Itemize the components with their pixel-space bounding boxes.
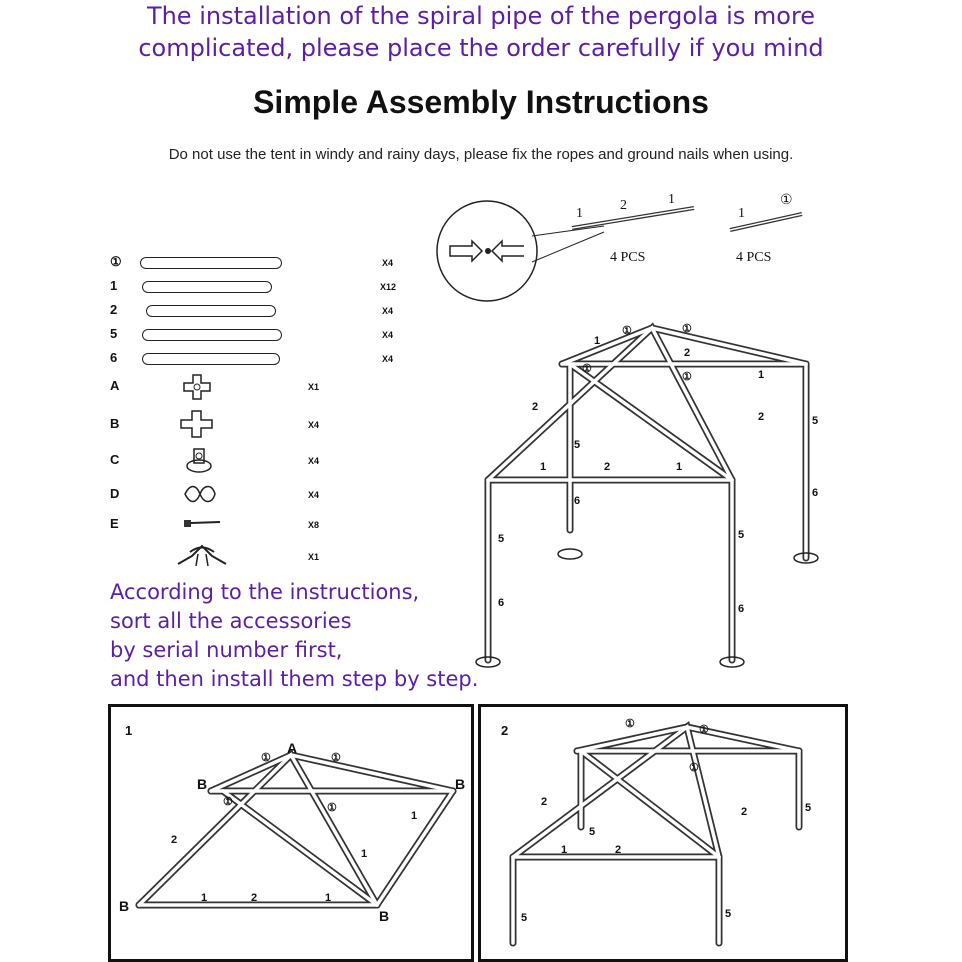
svg-text:①: ①: [261, 752, 271, 764]
part-row: [100, 252, 430, 274]
note-line-1: According to the instructions,: [110, 580, 420, 604]
part-id: C: [110, 452, 120, 467]
assembly-b-pcs: 4 PCS: [736, 250, 772, 265]
svg-text:5: 5: [589, 826, 596, 838]
assembly-a-label-mid: 2: [620, 198, 627, 213]
svg-text:1: 1: [540, 461, 547, 473]
part-qty: X1: [308, 552, 320, 562]
step-panel-1: [108, 704, 474, 962]
svg-text:2: 2: [741, 806, 748, 818]
svg-text:6: 6: [738, 603, 745, 615]
step-1-diagram: [111, 707, 471, 959]
svg-text:A: A: [287, 740, 298, 756]
note-line-2: sort all the accessories: [110, 609, 352, 633]
svg-text:2: 2: [684, 347, 691, 359]
svg-text:2: 2: [541, 796, 548, 808]
part-row: [100, 376, 430, 398]
part-qty: X4: [382, 306, 394, 316]
foot-base-icon: [184, 446, 214, 474]
svg-text:①: ①: [223, 796, 233, 808]
assembly-b-label-left: 1: [738, 206, 745, 221]
svg-text:2: 2: [615, 844, 622, 856]
svg-text:①: ①: [327, 802, 337, 814]
part-id: D: [110, 486, 120, 501]
svg-text:①: ①: [625, 718, 635, 730]
part-qty: X4: [308, 490, 320, 500]
part-id: E: [110, 516, 119, 531]
pipe-part: [142, 353, 280, 365]
svg-text:5: 5: [725, 908, 732, 920]
rope-hook-icon: [182, 484, 218, 504]
assembly-b-label-right: ①: [780, 193, 793, 208]
part-id: ①: [110, 254, 122, 269]
svg-text:2: 2: [604, 461, 611, 473]
svg-text:①: ①: [331, 752, 341, 764]
page-title: Simple Assembly Instructions: [253, 84, 709, 120]
svg-text:6: 6: [498, 597, 505, 609]
part-row: [100, 414, 430, 436]
step-number: 1: [125, 723, 133, 738]
note-line-3: by serial number first,: [110, 638, 343, 662]
part-id: 6: [110, 350, 118, 365]
notice-line-1: The installation of the spiral pipe of the pergola is more: [146, 2, 816, 30]
part-qty: X8: [308, 520, 320, 530]
assembly-a-label-right: 1: [668, 192, 675, 207]
svg-text:6: 6: [574, 495, 581, 507]
svg-text:B: B: [119, 898, 130, 914]
svg-text:①: ①: [689, 762, 699, 774]
instruction-note: [110, 578, 478, 694]
part-qty: X4: [308, 420, 320, 430]
part-id: A: [110, 378, 120, 393]
svg-text:1: 1: [676, 461, 683, 473]
ground-nail-icon: [182, 516, 222, 532]
part-qty: X4: [382, 354, 394, 364]
note-line-4: and then install them step by step.: [110, 667, 479, 691]
svg-text:①: ①: [622, 325, 632, 337]
part-row: [100, 450, 430, 472]
svg-text:5: 5: [805, 802, 812, 814]
part-row: [100, 348, 430, 370]
connector-b-icon: [180, 410, 214, 438]
svg-text:2: 2: [758, 411, 765, 423]
assembly-a-diagram: [566, 196, 696, 236]
gazebo-diagram: [462, 300, 822, 680]
svg-text:B: B: [455, 776, 466, 792]
part-qty: X4: [382, 258, 394, 268]
part-qty: X1: [308, 382, 320, 392]
svg-text:B: B: [197, 776, 208, 792]
svg-text:5: 5: [574, 439, 581, 451]
svg-text:①: ①: [582, 363, 592, 375]
svg-text:1: 1: [594, 335, 601, 347]
part-id: 5: [110, 326, 118, 341]
svg-text:1: 1: [201, 892, 208, 904]
step-panel-2: [478, 704, 848, 962]
pipe-part: [142, 281, 272, 293]
part-qty: X4: [382, 330, 394, 340]
part-row: [100, 300, 430, 322]
svg-text:5: 5: [738, 529, 745, 541]
connector-a-icon: [182, 374, 212, 400]
part-id: B: [110, 416, 120, 431]
svg-text:1: 1: [758, 369, 765, 381]
part-qty: X12: [380, 282, 397, 292]
step-2-diagram: [481, 707, 845, 959]
svg-text:1: 1: [361, 848, 368, 860]
part-row: [100, 324, 430, 346]
svg-text:①: ①: [682, 323, 692, 335]
svg-text:5: 5: [521, 912, 528, 924]
step-number: 2: [501, 723, 509, 738]
svg-text:5: 5: [498, 533, 505, 545]
pipe-part: [146, 305, 276, 317]
assembly-a-label-left: 1: [576, 206, 583, 221]
notice: [0, 0, 962, 64]
svg-text:2: 2: [171, 834, 178, 846]
svg-text:B: B: [379, 908, 390, 924]
svg-text:①: ①: [682, 371, 692, 383]
part-row: [100, 546, 430, 568]
part-row: [100, 514, 430, 536]
part-row: [100, 276, 430, 298]
svg-text:2: 2: [251, 892, 258, 904]
part-qty: X4: [308, 456, 320, 466]
pipe-part: [142, 329, 282, 341]
pipe-part: [140, 257, 282, 269]
svg-text:1: 1: [325, 892, 332, 904]
part-row: [100, 484, 430, 506]
svg-text:1: 1: [411, 810, 418, 822]
parts-list: [100, 248, 430, 578]
svg-text:2: 2: [532, 401, 539, 413]
svg-text:5: 5: [812, 415, 819, 427]
part-id: 2: [110, 302, 118, 317]
part-id: 1: [110, 278, 118, 293]
svg-text:①: ①: [699, 724, 709, 736]
rope-stake-icon: [176, 542, 228, 568]
svg-text:1: 1: [561, 844, 568, 856]
subtitle: Do not use the tent in windy and rainy days, please fix the ropes and ground nails when using.: [168, 146, 794, 163]
svg-text:6: 6: [812, 487, 819, 499]
notice-line-2: complicated, please place the order carefully if you mind: [138, 34, 824, 62]
assembly-a-pcs: 4 PCS: [610, 250, 646, 265]
